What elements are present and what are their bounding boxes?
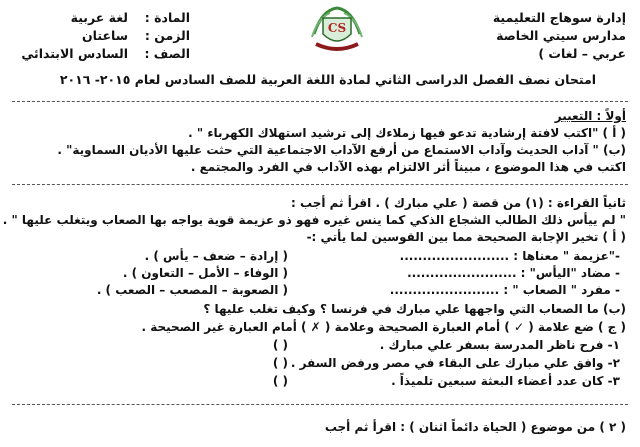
time-label: الزمن : [144,28,190,43]
exam-title: امتحان نصف الفصل الدراسى الثاني لمادة اللغة العربية للصف السادس لعام ٢٠١٥- ٢٠١٦ [59,72,596,87]
question-line: (ب) " آداب الحديث وآداب الاستماع من أرفع الآداب الاجتماعية التي حثت عليها الأديان السماوية" . [57,143,626,157]
question-line: (ب) ما الصعاب التي واجهها علي مبارك في فرنسا ؟ وكيف تغلب عليها ؟ [203,302,626,316]
true-false-item: ٣- كان عدد أعضاء البعثة سبعين تلميذاً . [391,374,620,388]
answer-blank: ( ) [272,356,288,370]
question-line: ( أ ) تخير الإجابة الصحيحة مما بين القوسين لما يأتي :- [306,230,626,244]
answer-blank: ( ) [272,338,288,352]
subject-label: المادة : [144,10,190,25]
true-false-item: ١- فرح ناظر المدرسة بسفر علي مبارك . [379,338,620,352]
mcq-item-text: - مضاد "اليأس" : ........................ [407,266,620,280]
mcq-item-text: -"عزيمة " معناها : ........................ [399,249,620,263]
mcq-item-choices: ( الصعوبة – المصعب – الصعب ) . [96,283,288,297]
svg-text:CS: CS [327,21,347,35]
answer-blank: ( ) [272,374,288,388]
divider [12,404,628,405]
subject-value: لغة عربية [70,10,128,25]
question-line: ( أ ) "اكتب لافتة إرشادية تدعو فيها زملاءك إلى ترشيد استهلاك الكهرباء " . [188,126,626,140]
header-school: مدارس سيتي الخاصة [496,28,626,43]
mcq-item-text: - مفرد " الصعاب " : ........................ [389,283,620,297]
mcq-item-choices: ( إرادة – ضعف – يأس ) . [144,249,288,263]
header-directorate: إدارة سوهاج التعليمية [492,10,626,25]
question-line: اكتب في هذا الموضوع ، مبيناً أثر الالتزام بهذه الآداب في الفرد والمجتمع . [190,160,626,174]
time-value: ساعتان [82,28,128,43]
true-false-item: ٢- وافق علي مبارك على البقاء في مصر ورفض السفر . [290,356,620,370]
header-track: عربي – لغات ) [538,46,626,61]
section-heading: أولاً : التعبير [554,109,626,123]
grade-value: السادس الابتدائي [21,46,128,61]
question-line: ( ج ) ضع علامة ( ✓ ) أمام العبارة الصحيحة وعلامة ( ✗ ) أمام العبارة غير الصحيحة . [141,320,626,334]
divider [12,101,628,102]
section-heading: ثانياً القراءة : (١) من قصة ( علي مبارك ) . اقرأ ثم أجب : [291,196,626,210]
grade-label: الصف : [144,46,190,61]
section-heading: ( ٢ ) من موضوع ( الحياة دائماً اثنان ) : اقرأ ثم أجب [324,420,626,434]
mcq-item-choices: ( الوفاء – الأمل – التعاون ) . [122,266,288,280]
divider [12,184,628,185]
school-logo [308,4,366,54]
passage: " لم ييأس ذلك الطالب الشجاع الذكي كما ينس غيره فهو ذو عزيمة قوية يواجه بها الصعاب ويتغلب عليها " . [2,213,626,227]
